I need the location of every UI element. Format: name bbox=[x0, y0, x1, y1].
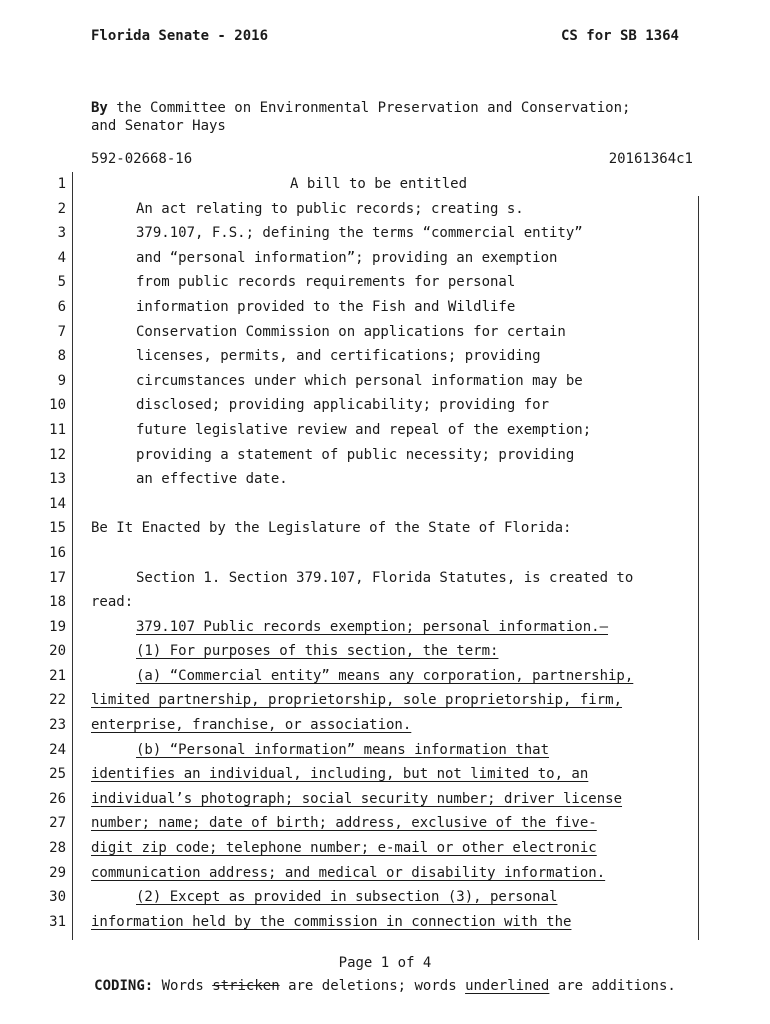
bill-line bbox=[0, 344, 770, 369]
line-number: 11 bbox=[49, 421, 66, 438]
line-number: 12 bbox=[49, 446, 66, 463]
line-number: 28 bbox=[49, 840, 66, 857]
line-text: communication address; and medical or disability information. bbox=[91, 864, 606, 881]
line-number: 18 bbox=[49, 594, 66, 611]
line-number: 10 bbox=[49, 397, 66, 414]
line-text: 379.107 Public records exemption; personal information.— bbox=[136, 618, 609, 635]
document-header-left: Florida Senate - 2016 bbox=[91, 28, 269, 44]
line-text: providing a statement of public necessity; providing bbox=[136, 446, 575, 463]
sponsor-committee: the Committee on Environmental Preservation and Conservation; bbox=[107, 100, 631, 116]
line-text: information provided to the Fish and Wildlife bbox=[136, 298, 516, 315]
bill-line bbox=[0, 664, 770, 689]
bill-code: 20161364c1 bbox=[608, 151, 693, 167]
sponsor-line-2: and Senator Hays bbox=[91, 118, 226, 134]
bill-line bbox=[0, 246, 770, 271]
line-text: (b) “Personal information” means information that bbox=[136, 741, 550, 758]
line-number: 9 bbox=[57, 372, 66, 389]
bill-line bbox=[0, 492, 770, 517]
line-text: A bill to be entitled bbox=[290, 176, 468, 192]
line-number: 23 bbox=[49, 717, 66, 734]
line-number: 13 bbox=[49, 471, 66, 488]
line-text: (a) “Commercial entity” means any corporation, partnership, bbox=[136, 667, 634, 684]
line-number: 2 bbox=[57, 200, 66, 217]
bill-line bbox=[0, 639, 770, 664]
bill-line bbox=[0, 418, 770, 443]
line-number: 21 bbox=[49, 667, 66, 684]
line-number: 26 bbox=[49, 790, 66, 807]
line-number: 14 bbox=[49, 495, 66, 512]
bill-line bbox=[0, 221, 770, 246]
bill-line bbox=[0, 295, 770, 320]
bill-line bbox=[0, 836, 770, 861]
line-number: 27 bbox=[49, 815, 66, 832]
bill-line bbox=[0, 197, 770, 222]
bill-line bbox=[0, 541, 770, 566]
line-text: digit zip code; telephone number; e-mail or other electronic bbox=[91, 840, 597, 857]
line-text: Section 1. Section 379.107, Florida Statutes, is created to bbox=[136, 569, 634, 586]
bill-line bbox=[0, 688, 770, 713]
bill-id: 592-02668-16 bbox=[91, 151, 193, 167]
line-number: 5 bbox=[57, 274, 66, 291]
line-text: enterprise, franchise, or association. bbox=[91, 717, 412, 734]
line-number: 22 bbox=[49, 692, 66, 709]
line-text: (2) Except as provided in subsection (3), personal bbox=[136, 889, 558, 906]
sponsor-line-1 bbox=[91, 99, 630, 117]
line-text: (1) For purposes of this section, the term: bbox=[136, 643, 499, 660]
line-number: 7 bbox=[57, 323, 66, 340]
line-number: 16 bbox=[49, 544, 66, 561]
line-text: number; name; date of birth; address, exclusive of the five- bbox=[91, 815, 597, 832]
line-number: 3 bbox=[57, 225, 66, 242]
line-text: limited partnership, proprietorship, sole proprietorship, firm, bbox=[91, 692, 623, 709]
bill-line bbox=[0, 393, 770, 418]
line-text: individual’s photograph; social security number; driver license bbox=[91, 790, 623, 807]
line-text: An act relating to public records; creating s. bbox=[136, 200, 524, 217]
bill-line bbox=[0, 590, 770, 615]
document-header-right: CS for SB 1364 bbox=[560, 28, 679, 44]
bill-line bbox=[0, 787, 770, 812]
line-number: 8 bbox=[57, 348, 66, 365]
coding-legend bbox=[0, 978, 770, 994]
bill-line bbox=[0, 615, 770, 640]
bill-line bbox=[0, 811, 770, 836]
bill-line bbox=[0, 172, 770, 197]
line-text: Conservation Commission on applications for certain bbox=[136, 323, 566, 340]
coding-stricken: stricken bbox=[212, 978, 280, 994]
sponsor-block bbox=[91, 99, 630, 135]
coding-text-a: Words bbox=[153, 978, 213, 994]
bill-line bbox=[0, 738, 770, 763]
line-text: and “personal information”; providing an exemption bbox=[136, 249, 558, 266]
line-text: circumstances under which personal information may be bbox=[136, 372, 583, 389]
bill-line bbox=[0, 443, 770, 468]
line-text: future legislative review and repeal of the exemption; bbox=[136, 421, 592, 438]
line-text: 379.107, F.S.; defining the terms “commercial entity” bbox=[136, 225, 583, 242]
line-text: from public records requirements for personal bbox=[136, 274, 516, 291]
line-number: 6 bbox=[57, 298, 66, 315]
line-number: 15 bbox=[49, 520, 66, 537]
line-text: an effective date. bbox=[136, 471, 288, 488]
page-number: Page 1 of 4 bbox=[338, 955, 432, 971]
line-text: identifies an individual, including, but not limited to, an bbox=[91, 766, 589, 783]
line-number: 29 bbox=[49, 864, 66, 881]
line-text: licenses, permits, and certifications; providing bbox=[136, 348, 541, 365]
line-number: 30 bbox=[49, 889, 66, 906]
line-text: disclosed; providing applicability; providing for bbox=[136, 397, 550, 414]
bill-line bbox=[0, 566, 770, 591]
bill-text-lines bbox=[0, 172, 770, 934]
line-number: 24 bbox=[49, 741, 66, 758]
bill-line bbox=[0, 270, 770, 295]
line-number: 31 bbox=[49, 913, 66, 930]
line-number: 19 bbox=[49, 618, 66, 635]
bill-line bbox=[0, 713, 770, 738]
bill-line bbox=[0, 467, 770, 492]
bill-line bbox=[0, 762, 770, 787]
line-number: 1 bbox=[57, 176, 66, 192]
coding-text-b: are deletions; words bbox=[279, 978, 466, 994]
line-number: 25 bbox=[49, 766, 66, 783]
sponsor-by: By bbox=[91, 100, 108, 116]
coding-underlined: underlined bbox=[465, 978, 550, 994]
line-number: 4 bbox=[57, 249, 66, 266]
coding-label: CODING: bbox=[94, 978, 154, 994]
line-text: Be It Enacted by the Legislature of the State of Florida: bbox=[91, 520, 572, 537]
bill-line bbox=[0, 320, 770, 345]
bill-line bbox=[0, 369, 770, 394]
bill-line bbox=[0, 516, 770, 541]
line-text: information held by the commission in connection with the bbox=[91, 913, 572, 930]
bill-line bbox=[0, 910, 770, 935]
coding-text-c: are additions. bbox=[549, 978, 676, 994]
bill-line bbox=[0, 861, 770, 886]
line-number: 17 bbox=[49, 569, 66, 586]
line-number: 20 bbox=[49, 643, 66, 660]
bill-line bbox=[0, 885, 770, 910]
line-text: read: bbox=[91, 594, 134, 611]
